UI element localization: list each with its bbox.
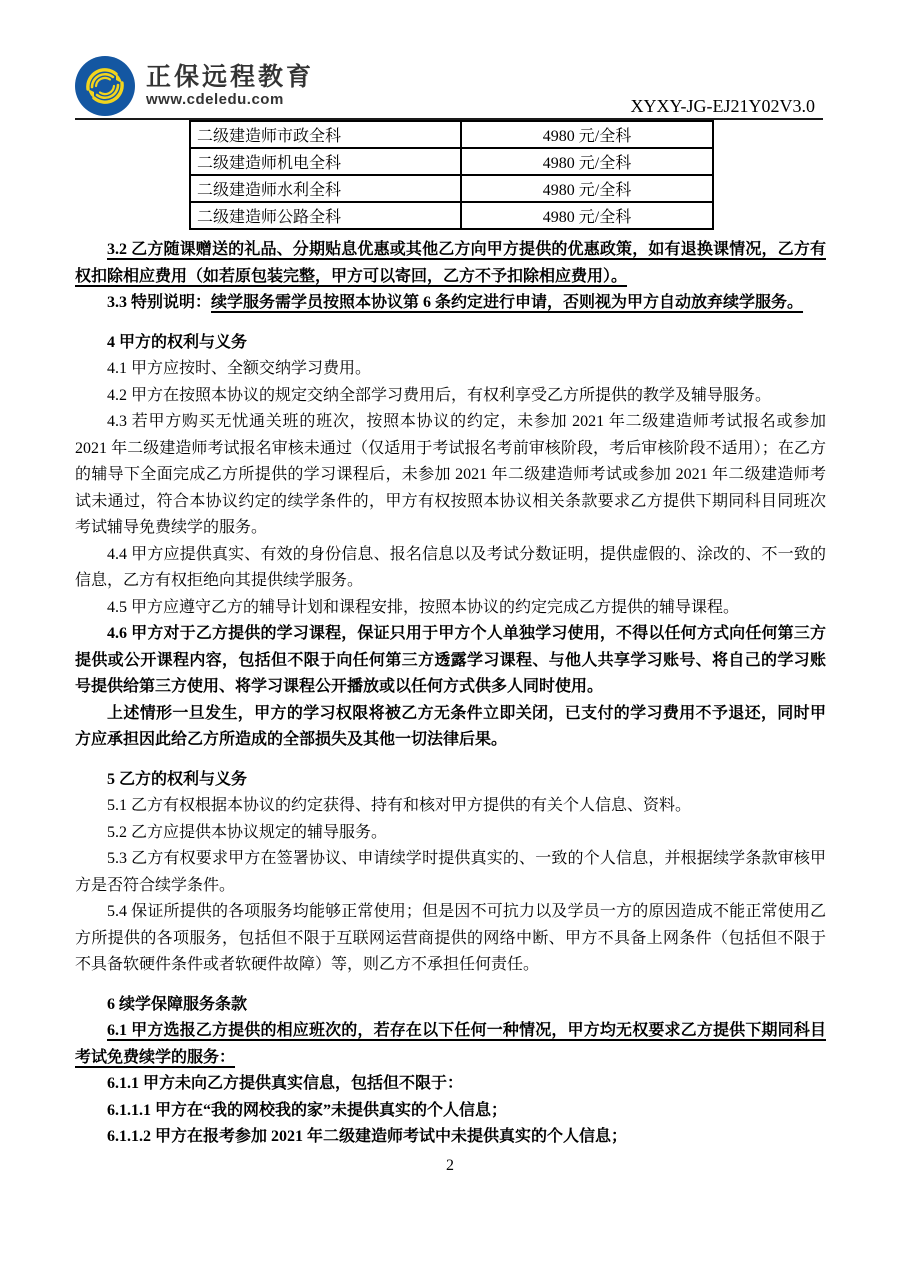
clause-4-2: 4.2 甲方在按照本协议的规定交纳全部学习费用后，有权利享受乙方所提供的教学及辅导服务。: [107, 386, 772, 404]
course-price-cell: 4980 元/全科: [461, 175, 713, 202]
clause-3-2: 3.2 乙方随课赠送的礼品、分期贴息优惠或其他乙方向甲方提供的优惠政策，如有退换课情况，乙方有权扣除相应费用（如若原包装完整，甲方可以寄回，乙方不予扣除相应费用）。: [75, 241, 826, 285]
clause-5-1: 5.1 乙方有权根据本协议的约定获得、持有和核对甲方提供的有关个人信息、资料。: [107, 797, 692, 814]
clause-5-2: 5.2 乙方应提供本协议规定的辅导服务。: [107, 823, 388, 841]
brand-logo: [75, 56, 314, 116]
course-name-cell: 二级建造师机电全科: [190, 148, 461, 175]
brand-text: [146, 64, 314, 109]
clause-4-5: 4.5 甲方应遵守乙方的辅导计划和课程安排，按照本协议的约定完成乙方提供的辅导课程。: [107, 598, 740, 616]
course-name-cell: 二级建造师市政全科: [190, 121, 461, 148]
clause-5-4: 5.4 保证所提供的各项服务均能够正常使用；但是因不可抗力以及学员一方的原因造成不能正常使用乙方所提供的各项服务，包括但不限于互联网运营商提供的网络中断、甲方不具备上网条件（包括但不限于不具备软硬件条件或者软硬件故障）等，则乙方不承担任何责任。: [75, 903, 826, 973]
document-code: XYXY-JG-EJ21Y02V3.0: [630, 96, 815, 116]
table-row: [190, 202, 713, 229]
table-row: [190, 175, 713, 202]
brand-website: www.cdeledu.com: [146, 91, 284, 109]
clause-4-1: 4.1 甲方应按时、全额交纳学习费用。: [107, 360, 372, 377]
clause-4-4: 4.4 甲方应提供真实、有效的身份信息、报名信息以及考试分数证明，提供虚假的、涂改的、不一致的信息，乙方有权拒绝向其提供续学服务。: [75, 545, 826, 589]
page-number: 2: [446, 1157, 454, 1174]
clause-3-3-text: 续学服务需学员按照本协议第 6 条约定进行申请，否则视为甲方自动放弃续学服务。: [211, 294, 804, 311]
course-name-cell: 二级建造师公路全科: [190, 202, 461, 229]
clause-4-6: 4.6 甲方对于乙方提供的学习课程，保证只用于甲方个人单独学习使用，不得以任何方式向任何第三方提供或公开课程内容，包括但不限于向任何第三方透露学习课程、与他人共享学习账号、将自己的学习账号提供给第三方使用、将学习课程公开播放或以任何方式供多人同时使用。: [75, 625, 826, 695]
course-name-cell: 二级建造师水利全科: [190, 175, 461, 202]
swirl-globe-icon: [75, 56, 135, 116]
contract-body: [75, 237, 826, 1151]
clause-3-3-label: 3.3 特别说明：: [107, 294, 212, 311]
clause-4-6-consequence: 上述情形一旦发生，甲方的学习权限将被乙方无条件立即关闭，已支付的学习费用不予退还，同时甲方应承担因此给乙方所造成的全部损失及其他一切法律后果。: [75, 704, 826, 748]
section-6-heading: 6 续学保障服务条款: [107, 995, 248, 1013]
clause-6-1-1: 6.1.1 甲方未向乙方提供真实信息，包括但不限于：: [107, 1075, 464, 1092]
course-price-table: [189, 120, 714, 230]
section-4-heading: 4 甲方的权利与义务: [107, 333, 248, 351]
brand-name: 正保远程教育: [146, 62, 315, 91]
clause-3-3: [75, 290, 826, 317]
table-row: [190, 148, 713, 175]
clause-6-1-1-1: 6.1.1.1 甲方在“我的网校我的家”未提供真实的个人信息；: [107, 1101, 508, 1119]
course-price-cell: 4980 元/全科: [461, 121, 713, 148]
table-row: [190, 121, 713, 148]
clause-6-1: 6.1 甲方选报乙方提供的相应班次的，若存在以下任何一种情况，甲方均无权要求乙方提供下期同科目考试免费续学的服务：: [75, 1022, 826, 1066]
page-header: [75, 54, 823, 120]
course-price-cell: 4980 元/全科: [461, 148, 713, 175]
clause-6-1-1-2: 6.1.1.2 甲方在报考参加 2021 年二级建造师考试中未提供真实的个人信息；: [107, 1128, 628, 1145]
clause-4-3: 4.3 若甲方购买无忧通关班的班次，按照本协议的约定，未参加 2021 年二级建造师考试报名或参加 2021 年二级建造师考试报名审核未通过（仅适用于考试报名考前审核阶段，考后审核阶段不适用）；在乙方的辅导下全面完成乙方所提供的学习课程后，未参加 2021 年二级建造师考试或参加 2021 年二级建造师考试未通过，符合本协议约定的续学条件的，甲方有权按照本协议相关条款要求乙方提供下期同科目同班次考试辅导免费续学的服务。: [75, 413, 826, 536]
section-5-heading: 5 乙方的权利与义务: [107, 770, 248, 788]
clause-5-3: 5.3 乙方有权要求甲方在签署协议、申请续学时提供真实的、一致的个人信息，并根据续学条款审核甲方是否符合续学条件。: [75, 850, 826, 894]
course-price-cell: 4980 元/全科: [461, 202, 713, 229]
